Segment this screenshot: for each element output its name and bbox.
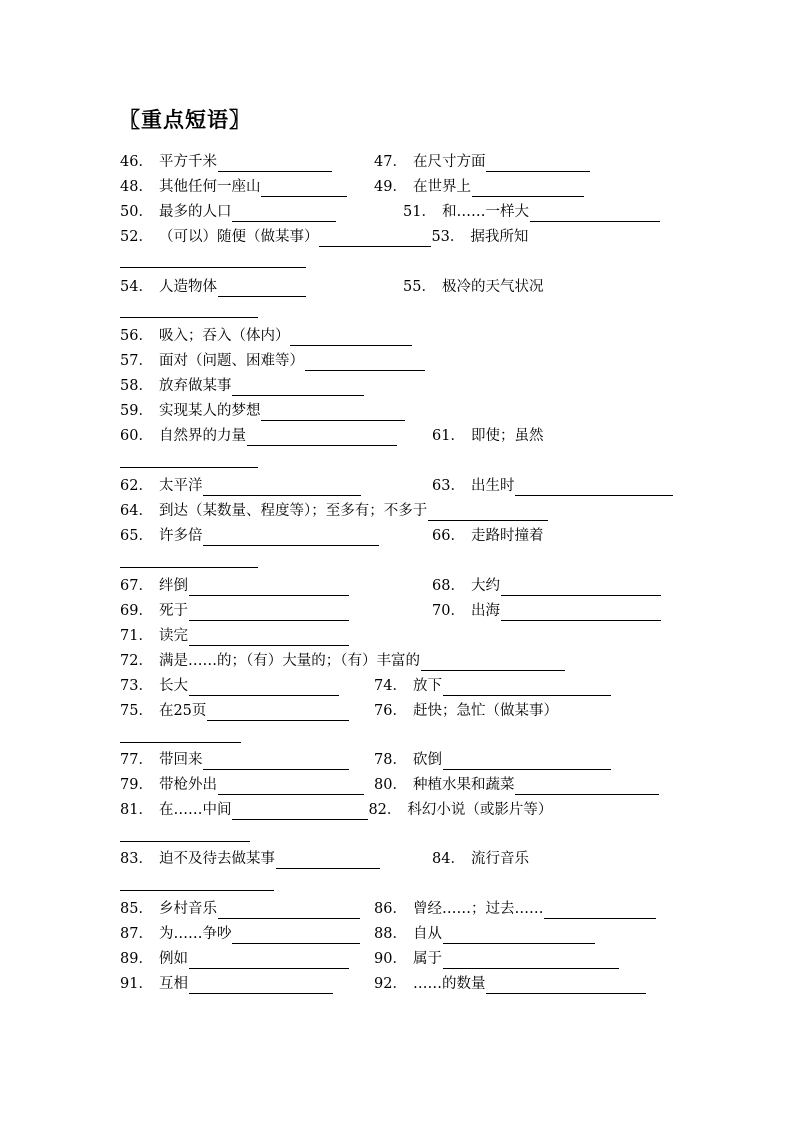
- phrase-item-92: [374, 974, 646, 994]
- item-number: 57．: [120, 353, 153, 369]
- item-number: 50．: [120, 204, 153, 220]
- item-number: 51．: [403, 204, 436, 220]
- answer-blank[interactable]: [203, 480, 361, 496]
- phrase-item-59: [120, 401, 405, 421]
- phrase-item-52: [120, 227, 528, 247]
- phrase-item-58: [120, 376, 364, 396]
- item-number: 88．: [374, 926, 407, 942]
- item-number: 68．: [432, 578, 465, 594]
- answer-blank[interactable]: [530, 206, 660, 222]
- phrase-item-74: [374, 676, 611, 696]
- answer-blank[interactable]: [290, 330, 412, 346]
- item-text: 其他任何一座山: [158, 179, 261, 195]
- item-number: 47．: [374, 154, 407, 170]
- phrase-item-83: [120, 849, 380, 869]
- phrase-item-56: [120, 326, 412, 346]
- answer-blank[interactable]: [515, 480, 673, 496]
- item-text: ……的数量: [412, 976, 486, 992]
- phrase-item-85: [120, 899, 360, 919]
- item-number: 53．: [431, 229, 465, 245]
- item-text: 在25页: [158, 703, 207, 719]
- item-text: 带枪外出: [158, 777, 217, 793]
- item-number: 54．: [120, 279, 153, 295]
- phrase-item-61: [432, 426, 543, 446]
- phrase-item-73: [120, 676, 339, 696]
- item-text: 绊倒: [158, 578, 188, 594]
- item-text: （可以）随便（做某事）: [158, 229, 319, 245]
- item-text: 死于: [158, 603, 188, 619]
- phrase-item-69: [120, 601, 349, 621]
- answer-blank[interactable]: [515, 779, 659, 795]
- phrase-item-77: [120, 750, 349, 770]
- item-number: 81．: [120, 802, 153, 818]
- phrase-item-50: [120, 202, 336, 222]
- item-text: 例如: [158, 951, 188, 967]
- answer-line-66[interactable]: [120, 567, 258, 568]
- item-number: 61．: [432, 428, 465, 444]
- answer-blank[interactable]: [203, 754, 349, 770]
- item-text: 自然界的力量: [158, 428, 246, 444]
- item-text: 放下: [412, 678, 442, 694]
- item-text: 人造物体: [158, 279, 217, 295]
- phrase-item-63: [432, 476, 673, 496]
- item-text: 吸入；吞入（体内）: [158, 328, 290, 344]
- item-number: 91．: [120, 976, 153, 992]
- answer-blank[interactable]: [319, 231, 431, 247]
- item-number: 62．: [120, 478, 153, 494]
- item-text: 出海: [470, 603, 500, 619]
- answer-blank[interactable]: [486, 978, 646, 994]
- item-text: 实现某人的梦想: [158, 403, 261, 419]
- item-number: 72．: [120, 653, 153, 669]
- item-number: 76．: [374, 703, 407, 719]
- item-number: 56．: [120, 328, 153, 344]
- item-text: 长大: [158, 678, 188, 694]
- phrase-item-81: [120, 800, 552, 820]
- item-number: 89．: [120, 951, 153, 967]
- answer-blank[interactable]: [189, 605, 349, 621]
- answer-blank[interactable]: [232, 928, 360, 944]
- item-text: 砍倒: [412, 752, 442, 768]
- phrase-item-47: [374, 152, 590, 172]
- item-text: 曾经……；过去……: [412, 901, 544, 917]
- item-number: 55．: [403, 279, 436, 295]
- phrase-item-87: [120, 924, 360, 944]
- item-number: 71．: [120, 628, 153, 644]
- phrase-item-48: [120, 177, 347, 197]
- answer-line-82[interactable]: [120, 841, 250, 842]
- phrase-item-68: [432, 576, 661, 596]
- item-text: 属于: [412, 951, 442, 967]
- item-text: 互相: [158, 976, 188, 992]
- phrase-item-89: [120, 949, 349, 969]
- item-text: 即使；虽然: [470, 428, 544, 444]
- phrase-item-66: [432, 526, 543, 546]
- item-text: 带回来: [158, 752, 203, 768]
- item-text: 许多倍: [158, 528, 203, 544]
- answer-blank[interactable]: [501, 605, 661, 621]
- answer-blank[interactable]: [232, 380, 364, 396]
- item-text: 在世界上: [412, 179, 471, 195]
- phrase-item-76: [374, 701, 558, 721]
- answer-blank[interactable]: [232, 206, 336, 222]
- item-text: 赶快；急忙（做某事）: [412, 703, 558, 719]
- item-number: 58．: [120, 378, 153, 394]
- answer-line-76[interactable]: [120, 742, 241, 743]
- item-number: 90．: [374, 951, 407, 967]
- item-number: 84．: [432, 851, 465, 867]
- answer-blank[interactable]: [544, 903, 656, 919]
- answer-line-61[interactable]: [120, 467, 258, 468]
- item-text: 自从: [412, 926, 442, 942]
- phrase-item-79: [120, 775, 364, 795]
- item-text: 面对（问题、困难等）: [158, 353, 304, 369]
- item-text: 极冷的天气状况: [441, 279, 544, 295]
- phrase-item-55: [403, 277, 543, 297]
- item-number: 52．: [120, 229, 153, 245]
- item-number: 70．: [432, 603, 465, 619]
- item-text: 到达（某数量、程度等）；至多有；不多于: [158, 503, 428, 519]
- item-text: 流行音乐: [470, 851, 529, 867]
- item-number: 87．: [120, 926, 153, 942]
- answer-blank[interactable]: [247, 430, 397, 446]
- answer-line-55[interactable]: [120, 317, 258, 318]
- answer-blank[interactable]: [501, 580, 661, 596]
- item-number: 78．: [374, 752, 407, 768]
- item-number: 86．: [374, 901, 407, 917]
- answer-blank[interactable]: [218, 779, 364, 795]
- item-text: 科幻小说（或影片等）: [407, 802, 553, 818]
- phrase-item-88: [374, 924, 595, 944]
- phrase-item-67: [120, 576, 349, 596]
- answer-blank[interactable]: [189, 580, 349, 596]
- item-number: 48．: [120, 179, 153, 195]
- item-text: 为……争吵: [158, 926, 232, 942]
- item-number: 49．: [374, 179, 407, 195]
- item-number: 73．: [120, 678, 153, 694]
- phrase-item-80: [374, 775, 659, 795]
- item-number: 69．: [120, 603, 153, 619]
- item-number: 75．: [120, 703, 153, 719]
- item-number: 80．: [374, 777, 407, 793]
- item-text: 在尺寸方面: [412, 154, 486, 170]
- answer-blank[interactable]: [189, 680, 339, 696]
- phrase-item-78: [374, 750, 611, 770]
- answer-blank[interactable]: [443, 953, 619, 969]
- phrase-item-72: [120, 651, 565, 671]
- item-text: 迫不及待去做某事: [158, 851, 275, 867]
- answer-blank[interactable]: [486, 156, 590, 172]
- answer-blank[interactable]: [428, 505, 548, 521]
- phrase-item-90: [374, 949, 619, 969]
- answer-blank[interactable]: [305, 355, 425, 371]
- answer-blank[interactable]: [189, 630, 349, 646]
- answer-blank[interactable]: [189, 978, 333, 994]
- item-text: 大约: [470, 578, 500, 594]
- phrase-item-86: [374, 899, 656, 919]
- item-text: 据我所知: [470, 229, 529, 245]
- item-number: 46．: [120, 154, 153, 170]
- phrase-item-54: [120, 277, 306, 297]
- item-number: 85．: [120, 901, 153, 917]
- phrase-item-65: [120, 526, 379, 546]
- item-text: 在……中间: [158, 802, 232, 818]
- answer-blank[interactable]: [232, 804, 368, 820]
- item-number: 60．: [120, 428, 153, 444]
- item-number: 63．: [432, 478, 465, 494]
- item-number: 59．: [120, 403, 153, 419]
- phrase-item-84: [432, 849, 529, 869]
- item-text: 放弃做某事: [158, 378, 232, 394]
- answer-line-53[interactable]: [120, 267, 306, 268]
- item-text: 满是……的；（有）大量的；（有）丰富的: [158, 653, 420, 669]
- phrase-item-51: [403, 202, 660, 222]
- item-text: 走路时撞着: [470, 528, 544, 544]
- phrase-item-75: [120, 701, 349, 721]
- item-text: 读完: [158, 628, 188, 644]
- phrase-item-91: [120, 974, 333, 994]
- answer-blank[interactable]: [207, 705, 349, 721]
- item-text: 和……一样大: [441, 204, 529, 220]
- item-text: 太平洋: [158, 478, 203, 494]
- answer-blank[interactable]: [443, 680, 611, 696]
- item-text: 乡村音乐: [158, 901, 217, 917]
- answer-blank[interactable]: [472, 181, 584, 197]
- answer-blank[interactable]: [443, 754, 611, 770]
- item-number: 66．: [432, 528, 465, 544]
- phrase-item-49: [374, 177, 584, 197]
- item-number: 79．: [120, 777, 153, 793]
- answer-blank[interactable]: [218, 281, 306, 297]
- phrase-item-70: [432, 601, 661, 621]
- answer-blank[interactable]: [443, 928, 595, 944]
- answer-blank[interactable]: [276, 853, 380, 869]
- answer-blank[interactable]: [261, 405, 405, 421]
- item-number: 82．: [368, 802, 402, 818]
- answer-line-84[interactable]: [120, 890, 274, 891]
- item-text: 出生时: [470, 478, 515, 494]
- answer-blank[interactable]: [203, 530, 379, 546]
- item-number: 65．: [120, 528, 153, 544]
- answer-blank[interactable]: [189, 953, 349, 969]
- item-text: 种植水果和蔬菜: [412, 777, 515, 793]
- answer-blank[interactable]: [218, 156, 332, 172]
- phrase-item-60: [120, 426, 397, 446]
- answer-blank[interactable]: [261, 181, 347, 197]
- phrase-item-46: [120, 152, 332, 172]
- answer-blank[interactable]: [421, 655, 565, 671]
- item-number: 64．: [120, 503, 153, 519]
- item-number: 77．: [120, 752, 153, 768]
- item-text: 平方千米: [158, 154, 217, 170]
- item-number: 92．: [374, 976, 407, 992]
- item-number: 83．: [120, 851, 153, 867]
- item-number: 67．: [120, 578, 153, 594]
- item-text: 最多的人口: [158, 204, 232, 220]
- item-number: 74．: [374, 678, 407, 694]
- phrase-item-64: [120, 501, 548, 521]
- section-title: 〖重点短语〗: [119, 108, 251, 132]
- phrase-item-71: [120, 626, 349, 646]
- phrase-item-62: [120, 476, 361, 496]
- answer-blank[interactable]: [218, 903, 360, 919]
- phrase-item-57: [120, 351, 425, 371]
